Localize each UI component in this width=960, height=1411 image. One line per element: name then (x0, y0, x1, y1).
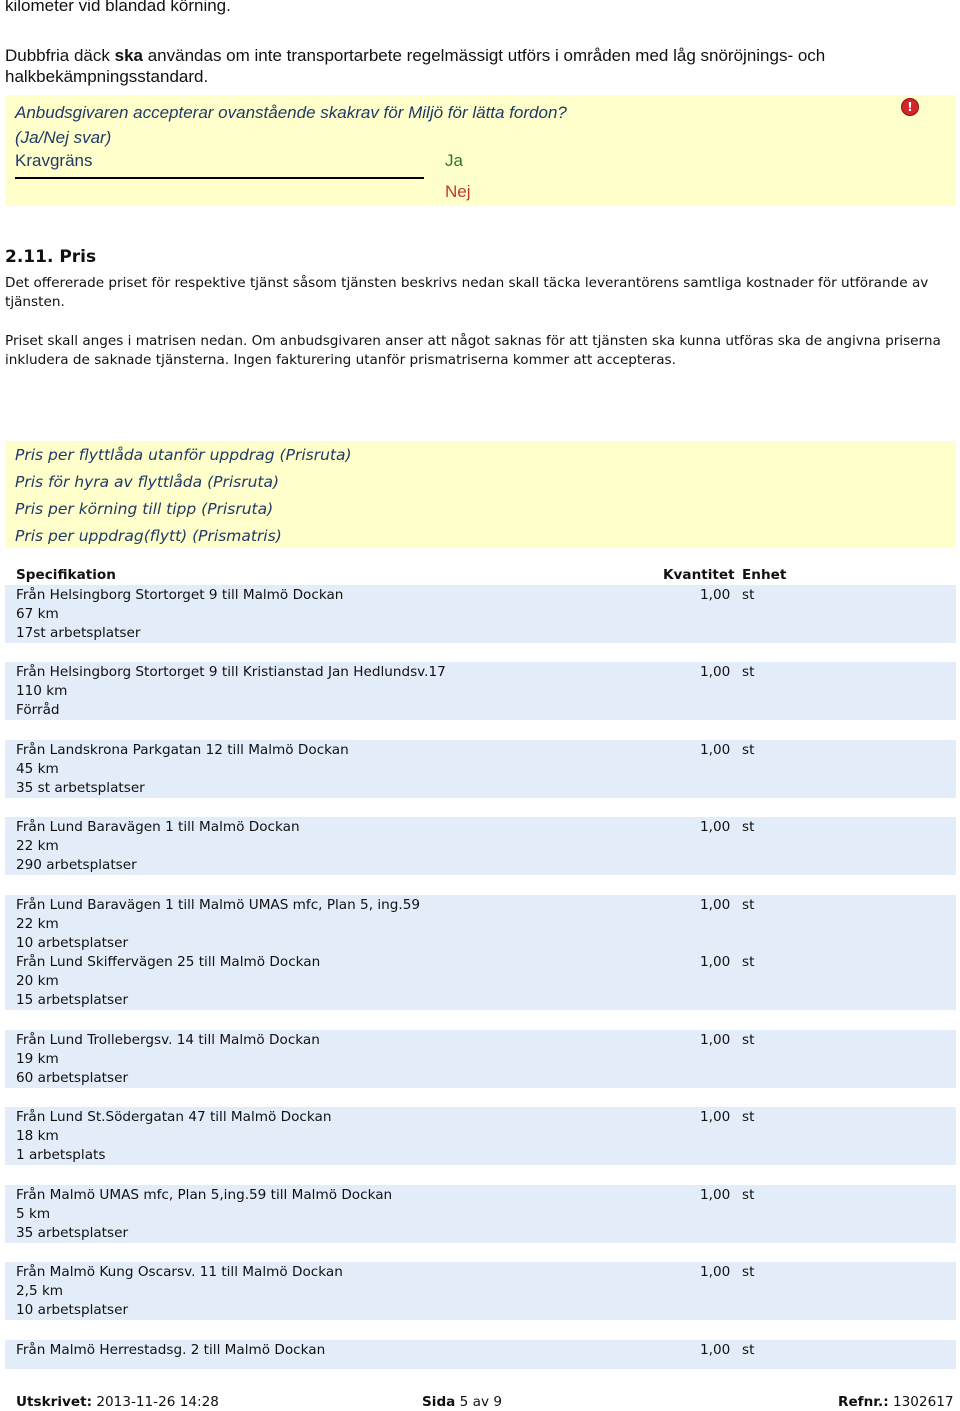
header-specifikation: Specifikation (16, 567, 116, 583)
row-spec-line: Från Lund St.Södergatan 47 till Malmö Dockan (16, 1109, 332, 1125)
option-yes[interactable]: Ja (445, 151, 463, 170)
krav-divider (15, 177, 424, 179)
dubbfria-suffix: användas om inte transportarbete regelmässigt utförs i områden med låg snöröjnings- och halkbekämpningsstandard. (5, 46, 826, 86)
row-spec-line: Från Lund Trollebergsv. 14 till Malmö Dockan (16, 1032, 320, 1048)
footer-ref-label: Refnr.: (838, 1394, 889, 1410)
footer-printed-label: Utskrivet: (16, 1394, 93, 1410)
row-spec-line: 1 arbetsplats (16, 1147, 106, 1163)
row-spec-line: 110 km (16, 683, 68, 699)
row-quantity: 1,00 (700, 897, 731, 913)
row-spec-line: 290 arbetsplatser (16, 857, 137, 873)
table-row (5, 1107, 956, 1165)
price-item: Pris per uppdrag(flytt) (Prismatris) (15, 527, 282, 545)
row-unit: st (742, 1342, 755, 1358)
row-spec-line: Förråd (16, 702, 60, 718)
row-quantity: 1,00 (700, 1264, 731, 1280)
row-quantity: 1,00 (700, 954, 731, 970)
footer-page-value: 5 av 9 (455, 1394, 502, 1410)
table-row (5, 1185, 956, 1243)
table-row (5, 952, 956, 1010)
table-row (5, 1340, 956, 1369)
table-row (5, 1030, 956, 1088)
row-quantity: 1,00 (700, 742, 731, 758)
exclamation-icon: ! (902, 99, 918, 115)
section-title: 2.11. Pris (5, 247, 97, 267)
footer-printed-value: 2013-11-26 14:28 (92, 1394, 219, 1410)
row-quantity: 1,00 (700, 819, 731, 835)
row-quantity: 1,00 (700, 587, 731, 603)
row-spec-line: 18 km (16, 1128, 59, 1144)
row-unit: st (742, 1109, 755, 1125)
row-spec-line: 17st arbetsplatser (16, 625, 141, 641)
row-unit: st (742, 664, 755, 680)
row-spec-line: 2,5 km (16, 1283, 64, 1299)
table-row (5, 895, 956, 953)
row-spec-line: Från Malmö Kung Oscarsv. 11 till Malmö Dockan (16, 1264, 343, 1280)
row-spec-line: 22 km (16, 838, 59, 854)
row-spec-line: 35 st arbetsplatser (16, 780, 145, 796)
row-spec-line: Från Malmö UMAS mfc, Plan 5,ing.59 till Malmö Dockan (16, 1187, 393, 1203)
row-spec-line: Från Lund Baravägen 1 till Malmö Dockan (16, 819, 300, 835)
footer-ref-value: 1302617 (888, 1394, 954, 1410)
row-spec-line: 35 arbetsplatser (16, 1225, 129, 1241)
row-spec-line: 60 arbetsplatser (16, 1070, 129, 1086)
footer-page-label: Sida (422, 1394, 456, 1410)
intro-line: kilometer vid blandad körning. (5, 0, 231, 15)
row-quantity: 1,00 (700, 1109, 731, 1125)
row-spec-line: 20 km (16, 973, 59, 989)
row-spec-line: Från Lund Skiffervägen 25 till Malmö Dockan (16, 954, 321, 970)
row-spec-line: 10 arbetsplatser (16, 935, 129, 951)
row-spec-line: Från Malmö Herrestadsg. 2 till Malmö Dockan (16, 1342, 326, 1358)
row-unit: st (742, 587, 755, 603)
row-spec-line: Från Lund Baravägen 1 till Malmö UMAS mfc, Plan 5, ing.59 (16, 897, 420, 913)
dubbfria-bold: ska (114, 46, 143, 65)
requirement-question-suffix: (Ja/Nej svar) (15, 128, 112, 147)
footer-page (422, 1394, 502, 1410)
row-quantity: 1,00 (700, 1032, 731, 1048)
row-unit: st (742, 1032, 755, 1048)
row-quantity: 1,00 (700, 1187, 731, 1203)
dubbfria-paragraph (5, 45, 905, 87)
row-unit: st (742, 897, 755, 913)
header-kvantitet: Kvantitet (663, 567, 735, 583)
requirement-box (5, 95, 956, 206)
header-enhet: Enhet (742, 567, 787, 583)
footer-ref (838, 1394, 954, 1410)
footer-printed (16, 1394, 219, 1410)
row-spec-line: 10 arbetsplatser (16, 1302, 129, 1318)
section-paragraph-1: Det offererade priset för respektive tjänst såsom tjänsten beskrivs nedan skall täcka leverantörens samtliga kostnader för utförande av tjänsten. (5, 275, 929, 310)
row-spec-line: 19 km (16, 1051, 59, 1067)
row-spec-line: 5 km (16, 1206, 51, 1222)
price-item: Pris för hyra av flyttlåda (Prisruta) (15, 473, 280, 491)
row-unit: st (742, 1187, 755, 1203)
row-unit: st (742, 1264, 755, 1280)
table-row (5, 740, 956, 798)
table-row (5, 662, 956, 720)
row-spec-line: Från Landskrona Parkgatan 12 till Malmö Dockan (16, 742, 349, 758)
table-row (5, 1262, 956, 1320)
row-spec-line: 67 km (16, 606, 59, 622)
row-quantity: 1,00 (700, 664, 731, 680)
requirement-question-text: Anbudsgivaren accepterar ovanstående skakrav för Miljö för lätta fordon? (15, 103, 567, 122)
requirement-question (15, 100, 575, 150)
option-no[interactable]: Nej (445, 182, 471, 201)
price-items-box (5, 441, 956, 548)
row-spec-line: 22 km (16, 916, 59, 932)
price-item: Pris per flyttlåda utanför uppdrag (Prisruta) (15, 446, 352, 464)
dubbfria-prefix: Dubbfria däck (5, 46, 115, 65)
table-row (5, 585, 956, 643)
row-unit: st (742, 819, 755, 835)
price-item: Pris per körning till tipp (Prisruta) (15, 500, 274, 518)
table-row (5, 817, 956, 875)
row-spec-line: Från Helsingborg Stortorget 9 till Kristianstad Jan Hedlundsv.17 (16, 664, 446, 680)
row-quantity: 1,00 (700, 1342, 731, 1358)
krav-label: Kravgräns (15, 151, 93, 170)
row-unit: st (742, 742, 755, 758)
row-spec-line: 15 arbetsplatser (16, 992, 129, 1008)
row-spec-line: 45 km (16, 761, 59, 777)
row-unit: st (742, 954, 755, 970)
row-spec-line: Från Helsingborg Stortorget 9 till Malmö Dockan (16, 587, 344, 603)
section-paragraph-2: Priset skall anges i matrisen nedan. Om anbudsgivaren anser att något saknas för att tjänsten ska kunna utföras ska de angivna priserna inkludera de saknade tjänsterna. Ingen fakturering utanför prismatriserna kommer att accepteras. (5, 333, 941, 368)
